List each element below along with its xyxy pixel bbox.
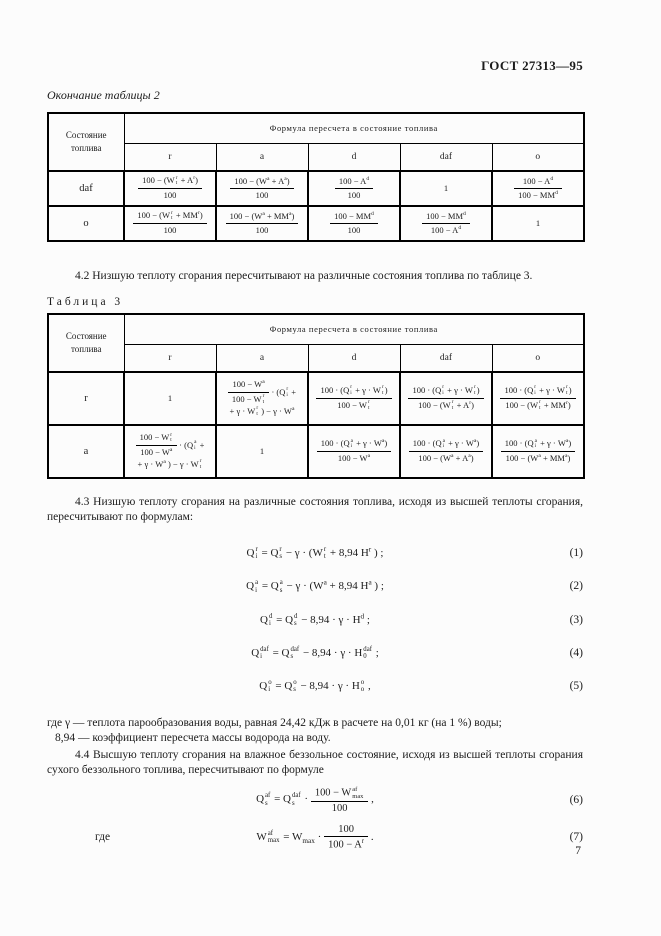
row-label: o xyxy=(48,206,124,241)
equation-number: (3) xyxy=(569,614,583,627)
paragraph-4-2: 4.2 Низшую теплоту сгорания пересчитывают на различные состояния топлива по таблице 3. xyxy=(75,270,533,282)
formula-cell: $\frac{100 - (W^a + MM^a)}{100}$ xyxy=(216,206,308,241)
table3-subcol-a: a xyxy=(216,344,308,372)
formula-cell: $\frac{100 - A^d}{100}$ xyxy=(308,171,400,206)
equation-body: Q daf i = Q daf s − 8,94 · γ · H daf 0 ; xyxy=(251,645,379,661)
paragraph-4-4: 4.4 Высшую теплоту сгорания на влажное беззольное состояние, исходя из высшей теплоты сгорания сухого беззольного топлива, пересчитывают по формуле xyxy=(47,748,583,776)
table2-subcol-a: a xyxy=(216,143,308,171)
table2-subcol-r: r xyxy=(124,143,216,171)
table3-subcol-daf: daf xyxy=(400,344,492,372)
table2-caption: Окончание таблицы 2 xyxy=(47,88,160,102)
formula-cell: 100 · (Q r i + γ · W r t ) 100 − W r t xyxy=(308,372,400,425)
table2-subcol-d: d xyxy=(308,143,400,171)
formula-cell: $100 - W^a$ 100 − W r t · (Q r i + + γ · W r t ) − $\gamma \cdot W^a$ xyxy=(216,372,308,425)
formula-cell: 1 xyxy=(216,425,308,478)
page-content xyxy=(47,0,583,851)
equation-2 xyxy=(47,579,583,595)
table3-caption: Таблица 3 xyxy=(47,296,124,308)
equation-body: Q a i = Q a s − $\gamma \cdot (W^a + 8,94$ $H^a$ ) ; xyxy=(246,578,384,594)
page-number: 7 xyxy=(575,845,581,857)
formula-cell: $\frac{100 - (W^a + A^a)}{100}$ xyxy=(216,171,308,206)
equation-body: Q af s = Q daf s · 100 − W af max 100 , xyxy=(256,785,374,815)
equation-6 xyxy=(47,786,583,814)
equation-body: Q d i = Q d s − $8,94 \cdot \gamma \cdot H^d$ ; xyxy=(260,612,370,628)
equation-7 xyxy=(47,824,583,850)
equation-1 xyxy=(47,545,583,561)
table3-formula-header: Формула пересчета в состояние топлива xyxy=(124,314,584,344)
formula-cell: 1 xyxy=(492,206,584,241)
formula-cell: 1 xyxy=(400,171,492,206)
equation-4 xyxy=(47,646,583,661)
formula-cell: 100 · (Q a i + $\gamma \cdot W^a$) $100 - (W^a + MM^a)$ xyxy=(492,425,584,478)
where-gamma-line: где γ — теплота парообразования воды, равная 24,42 кДж в расчете на 0,01 кг (на 1 %) воды; xyxy=(47,716,502,729)
equation-body: W af max = $W_{max}$ · $\frac{100}{100 - A^r}$ . xyxy=(256,824,374,851)
formula-cell: $\frac{100 - MM^d}{100}$ xyxy=(308,206,400,241)
equation-number: (2) xyxy=(569,580,583,593)
formula-cell: 100 − (W r t + $MM^r$) 100 xyxy=(124,206,216,241)
table2-subcol-o: o xyxy=(492,143,584,171)
formula-cell: 100 · (Q r i + γ · W r t ) 100 − (W r t + $MM^r$) xyxy=(492,372,584,425)
row-label: daf xyxy=(48,171,124,206)
table3-row-r xyxy=(48,372,584,425)
equation-5 xyxy=(47,679,583,694)
table3-subcol-o: o xyxy=(492,344,584,372)
formula-cell: $\frac{100 - MM^d}{100 - A^d}$ xyxy=(400,206,492,241)
table3-row-a xyxy=(48,425,584,478)
equation-number: (6) xyxy=(569,793,583,806)
formula-cell: 100 · (Q a i + $\gamma \cdot W^a$) $100 - (W^a + A^a)$ xyxy=(400,425,492,478)
where-894-line: 8,94 — коэффициент пересчета массы водорода на воду. xyxy=(55,731,331,744)
formula-cell: 100 · (Q a i + $\gamma \cdot W^a$) $100 - W^a$ xyxy=(308,425,400,478)
table2-subcol-daf: daf xyxy=(400,143,492,171)
row-label: r xyxy=(48,372,124,425)
equation-body: Q r i = Q r s − γ · (W r t + 8,94 $H^r$ ) ; xyxy=(246,545,384,561)
formula-cell: 1 xyxy=(124,372,216,425)
equation-number: (7) xyxy=(569,831,583,844)
equation-3 xyxy=(47,612,583,628)
doc-code: ГОСТ 27313—95 xyxy=(481,58,583,73)
paragraph-4-3: 4.3 Низшую теплоту сгорания на различные состояния топлива, исходя из высшей теплоты сгорания, пересчитывают по формулам: xyxy=(47,496,583,523)
table2-state-header: Состояние топлива xyxy=(48,113,124,171)
equation-number: (5) xyxy=(569,680,583,693)
table2-formula-header: Формула пересчета в состояние топлива xyxy=(124,113,584,143)
formula-cell: $\frac{100 - A^d}{100 - MM^d}$ xyxy=(492,171,584,206)
table3-subcol-d: d xyxy=(308,344,400,372)
table3-state-header: Состояние топлива xyxy=(48,314,124,372)
table2 xyxy=(47,112,585,242)
formula-cell: 100 · (Q r i + γ · W r t ) 100 − (W r t + $A^r$) xyxy=(400,372,492,425)
table3 xyxy=(47,313,585,479)
eq7-where-label: где xyxy=(95,831,111,844)
formula-cell: 100 − W r t $100 - W^a$ · (Q a i + + $\gamma \cdot W^a$ ) − γ · W r t xyxy=(124,425,216,478)
equation-number: (4) xyxy=(569,647,583,660)
table3-subcol-r: r xyxy=(124,344,216,372)
equation-number: (1) xyxy=(569,546,583,559)
table2-row-daf xyxy=(48,171,584,206)
table2-row-o xyxy=(48,206,584,241)
formula-cell: 100 − (W r t + $A^r$) 100 xyxy=(124,171,216,206)
equation-body: Q o i = Q o s − 8,94 · γ · H o o , xyxy=(259,678,371,694)
row-label: a xyxy=(48,425,124,478)
